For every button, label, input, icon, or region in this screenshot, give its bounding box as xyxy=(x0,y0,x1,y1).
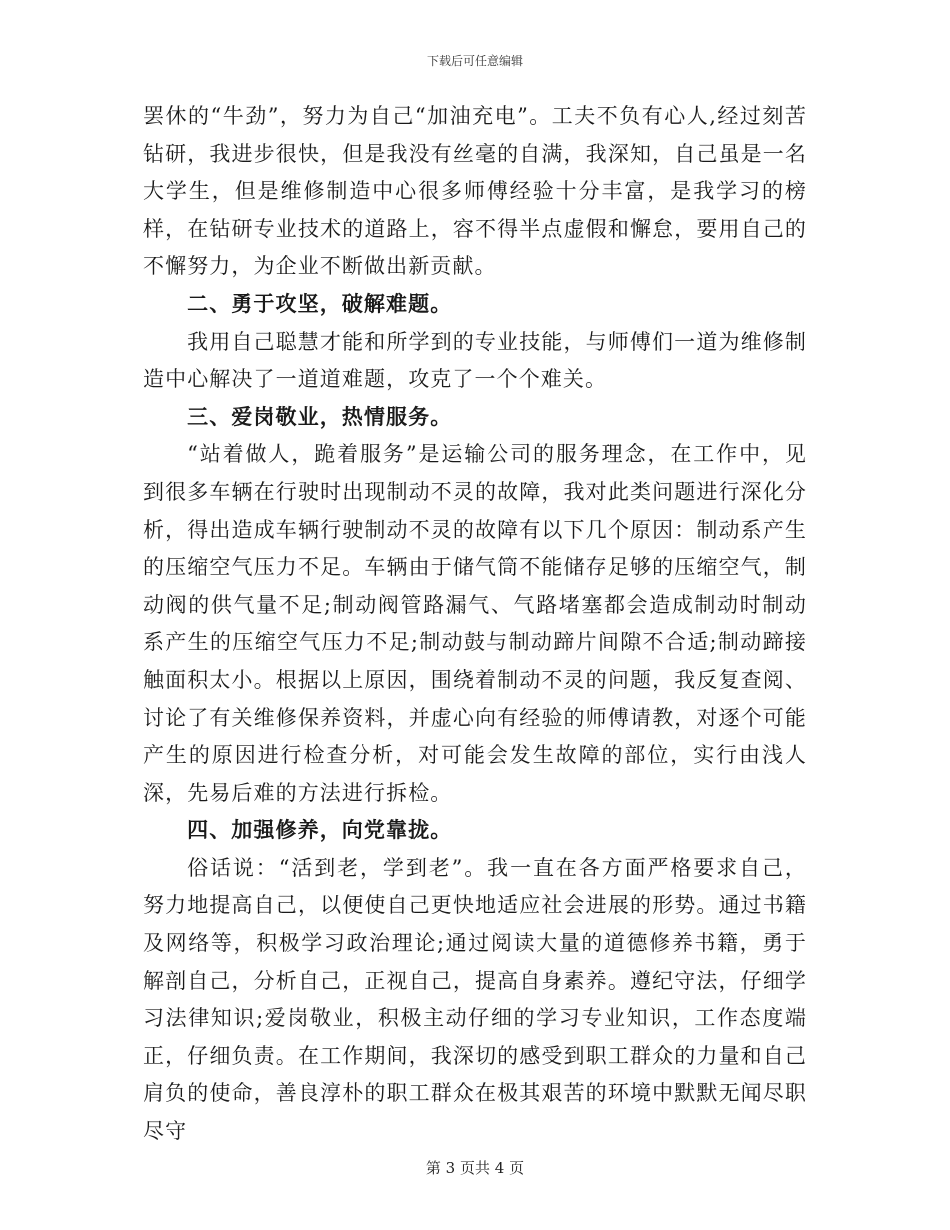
section-heading-4: 四、加强修养，向党靠拢。 xyxy=(187,818,453,843)
body-paragraph-2: 我用自己聪慧才能和所学到的专业技能，与师傅们一道为维修制造中心解决了一道道难题，攻克了一个个难关。 xyxy=(143,329,807,392)
body-paragraph-3: “站着做人，跪着服务”是运输公司的服务理念，在工作中，见到很多车辆在行驶时出现制动不灵的故障，我对此类问题进行深化分析，得出造成车辆行驶制动不灵的故障有以下几个原因：制动系产生的压缩空气压力不足。车辆由于储气筒不能储存足够的压缩空气，制动阀的供气量不足;制动阀管路漏气、气路堵塞都会造成制动时制动系产生的压缩空气压力不足;制动鼓与制动蹄片间隙不合适;制动蹄接触面积太小。根据以上原因，围绕着制动不灵的问题，我反复查阅、讨论了有关维修保养资料，并虚心向有经验的师傅请教，对逐个可能产生的原因进行检查分析，对可能会发生故障的部位，实行由浅人深，先易后难的方法进行拆检。 xyxy=(143,442,807,805)
body-paragraph-continued: 罢休的“牛劲”，努力为自己“加油充电”。工夫不负有心人,经过刻苦钻研，我进步很快，但是我没有丝毫的自满，我深知，自己虽是一名大学生，但是维修制造中心很多师傅经验十分丰富，是我学习的榜样，在钻研专业技术的道路上，容不得半点虚假和懈怠，要用自己的不懈努力，为企业不断做出新贡献。 xyxy=(143,104,807,279)
section-heading-3: 三、爱岗敬业，热情服务。 xyxy=(187,404,453,429)
body-paragraph-4: 俗话说：“活到老，学到老”。我一直在各方面严格要求自己，努力地提高自己，以便使自己更快地适应社会进展的形势。通过书籍及网络等，积极学习政治理论;通过阅读大量的道德修养书籍，勇于解剖自己，分析自己，正视自己，提高自身素养。遵纪守法，仔细学习法律知识;爱岗敬业，积极主动仔细的学习专业知识，工作态度端正，仔细负责。在工作期间，我深切的感受到职工群众的力量和自己肩负的使命，善良淳朴的职工群众在极其艰苦的环境中默默无闻尽职尽守 xyxy=(143,855,807,1144)
page-header: 下载后可任意编辑 xyxy=(426,54,523,68)
document-body xyxy=(143,98,807,1151)
section-heading-2: 二、勇于攻坚，破解难题。 xyxy=(187,291,453,316)
page-footer: 第 3 页共 4 页 xyxy=(425,1159,525,1177)
